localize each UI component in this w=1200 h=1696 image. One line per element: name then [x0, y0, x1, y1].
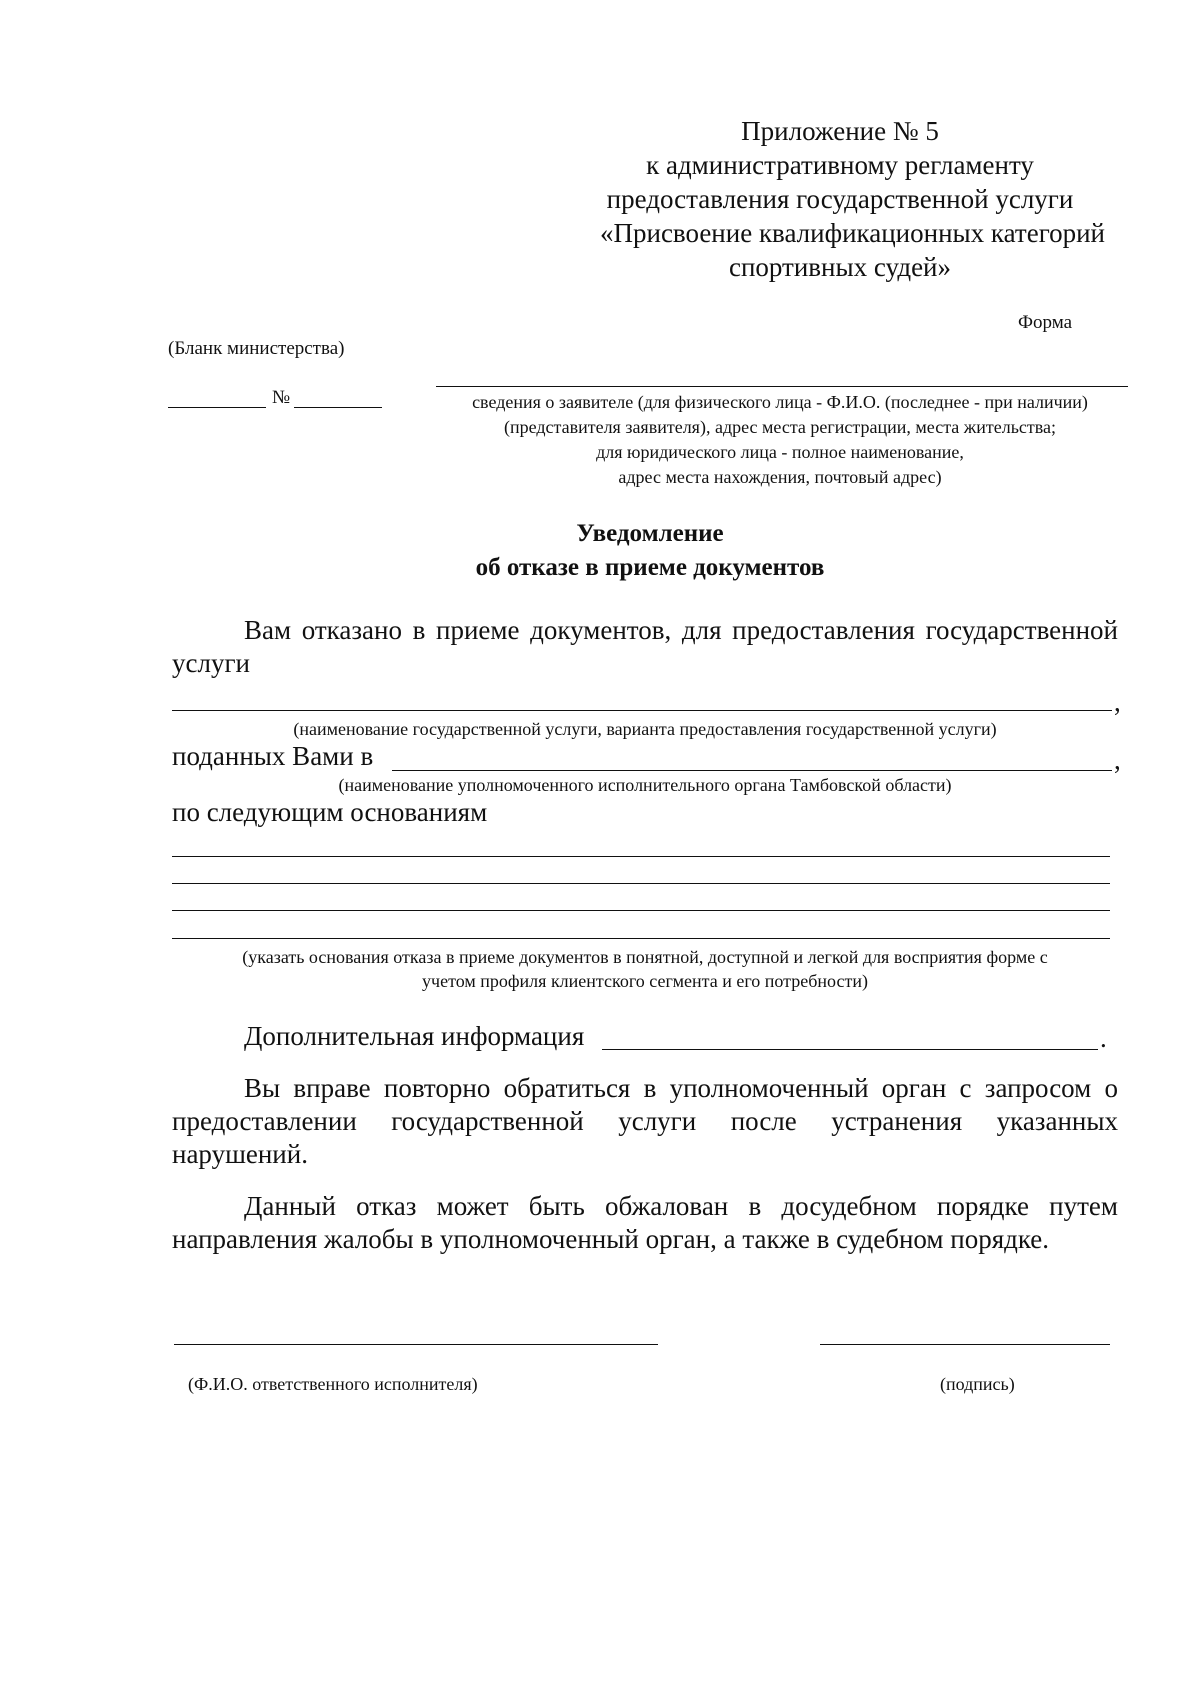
appendix-line-5: спортивных судей» — [728, 252, 951, 282]
applicant-info — [430, 390, 1130, 490]
additional-info-label: Дополнительная информация — [244, 1021, 585, 1051]
document-title — [50, 517, 1200, 585]
reapply-paragraph: Вы вправе повторно обратиться в уполномоченный орган с запросом о предоставлении государственной услуги после устранения указанных нарушений. — [172, 1073, 1118, 1169]
applicant-info-line-3: для юридического лица - полное наименование, — [596, 442, 964, 462]
grounds-caption-2: учетом профиля клиентского сегмента и его потребности) — [422, 971, 868, 991]
applicant-line — [436, 386, 1128, 387]
appendix-line-4: «Присвоение квалификационных категорий — [600, 218, 1105, 248]
executor-name-line — [174, 1344, 658, 1345]
signature-line — [820, 1344, 1110, 1345]
appendix-header — [600, 114, 1105, 284]
service-caption: (наименование государственной услуги, варианта предоставления государственной услуги) — [293, 719, 997, 739]
executor-name-caption: (Ф.И.О. ответственного исполнителя) — [188, 1374, 478, 1394]
title-line-1: Уведомление — [576, 520, 724, 547]
grounds-line-2 — [172, 883, 1110, 884]
grounds-line-3 — [172, 910, 1110, 911]
additional-info-period: . — [1100, 1023, 1107, 1053]
grounds-label: по следующим основаниям — [172, 797, 488, 827]
form-label: Форма — [1018, 312, 1073, 333]
appendix-line-2: к административному регламенту — [646, 150, 1034, 180]
signature-caption: (подпись) — [940, 1374, 1015, 1394]
refusal-paragraph: Вам отказано в приеме документов, для предоставления государственной услуги — [172, 615, 1118, 678]
additional-info-line — [602, 1049, 1098, 1050]
organ-caption: (наименование уполномоченного исполнительного органа Тамбовской области) — [338, 775, 952, 795]
organ-comma: , — [1114, 745, 1121, 775]
applicant-info-line-1: сведения о заявителе (для физического лица - Ф.И.О. (последнее - при наличии) — [472, 392, 1088, 412]
appendix-line-1: Приложение № 5 — [741, 116, 939, 146]
grounds-line-4 — [172, 938, 1110, 939]
appeal-paragraph: Данный отказ может быть обжалован в досудебном порядке путем направления жалобы в уполномоченный орган, а также в судебном порядке. — [172, 1191, 1118, 1254]
applicant-info-line-4: адрес места нахождения, почтовый адрес) — [618, 467, 942, 487]
number-sign: № — [272, 387, 291, 408]
organ-line — [392, 770, 1112, 771]
service-name-line — [172, 710, 1112, 711]
appendix-line-3: предоставления государственной услуги — [606, 184, 1074, 214]
date-line — [168, 407, 266, 408]
title-line-2: об отказе в приеме документов — [475, 554, 825, 581]
number-line — [294, 407, 382, 408]
ministry-blank-label: (Бланк министерства) — [168, 338, 345, 359]
applicant-info-line-2: (представителя заявителя), адрес места регистрации, места жительства; — [503, 417, 1057, 437]
service-comma: , — [1114, 687, 1121, 717]
submitted-label: поданных Вами в — [172, 741, 374, 771]
grounds-line-1 — [172, 856, 1110, 857]
grounds-caption-1: (указать основания отказа в приеме документов в понятной, доступной и легкой для восприятия форме с — [242, 947, 1048, 967]
